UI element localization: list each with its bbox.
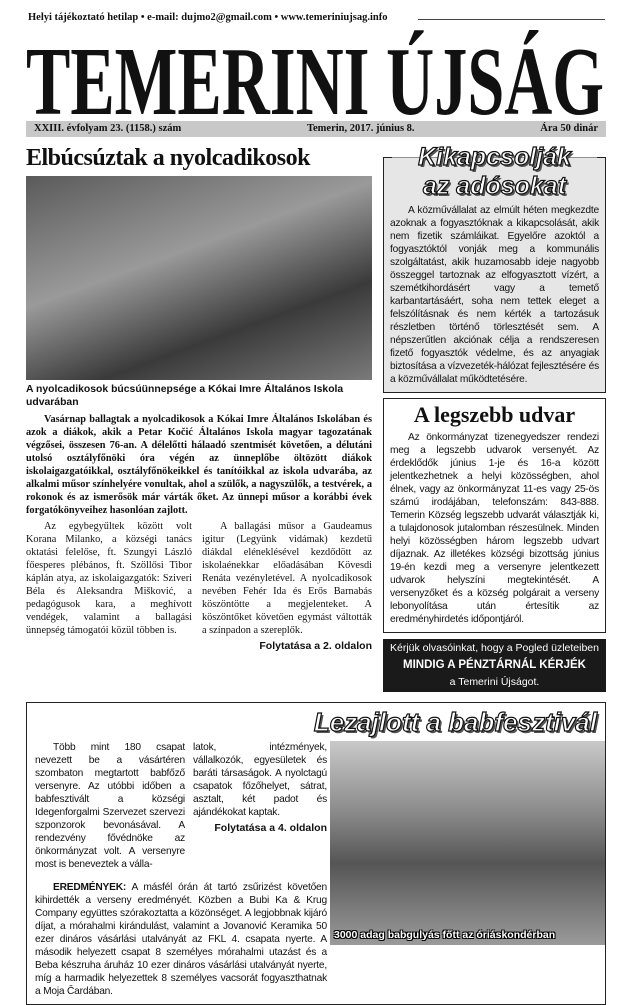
bean-festival-photo <box>330 741 605 945</box>
bean-title: Lezajlott a babfesztivál <box>313 707 597 737</box>
photo-caption: A nyolcadikosok búcsúünnepsége a Kókai Imre Általános Iskola udvarában <box>26 384 344 408</box>
notice-line-2: MINDIG A PÉNZTÁRNÁL KÉRJÉK <box>403 659 586 671</box>
bean-photo-caption: 3000 adag babgulyás főtt az óriáskondérban <box>334 929 556 941</box>
debtors-article <box>383 143 606 393</box>
continued-link[interactable]: Folytatása a 2. oldalon <box>259 640 372 652</box>
results-paragraph <box>35 881 327 998</box>
lead-column-2: A ballagási műsor a Gaudeamus igitur (Legyünk vidámak) kezdetű diákdal eléneklésével kezdődött az iskolaénekkar előadásában Kövesdi Renáta vezényletével. A nyolcadikosok nevében Fehér Ida és Erős Barnabás köszöntötte a megjelenteket. A köszöntőket követően egymást váltották a színpadon a szereplők. <box>202 521 372 636</box>
graduation-photo <box>26 176 372 380</box>
bean-column-2: latok, intézmények, vállalkozók, egyesületek és baráti társaságok. A nyolctagú csapatok főzőhelyet, sátrat, asztalt, két padot és ajándékokat kaptak. <box>193 742 327 818</box>
bean-festival-article <box>26 702 606 1005</box>
lead-article <box>26 143 372 653</box>
masthead-logo <box>24 28 606 120</box>
debtors-title-2: az adósokat <box>422 172 567 200</box>
bean-column-1: Több mint 180 csapat nevezett be a vásártéren szombaton megtartott babfőző versenyre. Az utóbbi időben a babfesztivált a községi Idegenforgalmi Szervezet szervezi szponzorok bevonásával. A rendezvény fővédnöke az önkormányzat volt. A versenyre most is beneveztek a válla- <box>35 742 185 870</box>
yard-body: Az önkormányzat tizenegyedszer rendezi meg a legszebb udvarok versenyét. Az érdeklődők június 1-je és 16-a között jelentkezhetnek a helyi közösségben, ahol élnek, vagy az önkormányzat 11-es vagy 25-ös számú irodájában, telefonszám: 843-888. Temerin Község legszebb udvarát választják ki, a tulajdonosok jutalomban részesülnek. Minden helyi közösségben három legszebb udvart díjaznak. Az illetékes községi bizottság június 19-én kezdi meg a versenyre jelentkezett udvarok helyszíni megtekintését. A versenyzőket és a község polgárait a verseny lebonyolítása után értesítik az eredményhirdetés időpontjáról. <box>390 432 599 625</box>
lead-column-1: Az egybegyűltek között volt Korana Milanko, a községi tanács oktatási felelőse, ft. Szungyi László főesperes plébános, ft. Szöllősi Tibor káplán atya, az iskolaigazgatók: Sziveri Béla és Aleksandra Mišković, a pedagógusok kara, a meghívott vendégek, valamint a ballagási ünnepség támogatói közül többen is. <box>26 521 192 636</box>
debtors-title-1: Kikapcsolják <box>392 144 597 171</box>
issue-info-bar <box>26 121 606 137</box>
page-content <box>26 143 606 1005</box>
yard-article <box>383 398 606 633</box>
yard-title: A legszebb udvar <box>413 402 576 427</box>
masthead: TEMERINI ÚJSÁG <box>26 28 604 120</box>
lead-paragraph: Vasárnap ballagtak a nyolcadikosok a Kókai Imre Általános Iskolában és azok a diákok, akik a Petar Kočić Általános Iskola magyar tagozatának végzősei, összesen 76-an. A délelőtti hálaadó szentmisét követően, a délutáni utolsó osztályfőnöki óra végén az ünneplőbe öltözött diákok iskolaigazgatóikkal, osztályfőnökeikkel és tanítóikkal az iskola udvarába, az alkalmi műsor színhelyére vonultak, ahol a szülők, a nagyszülők, a testvérek, a rokonok és az ismerősök már várták őket. Az ünnepi műsor a korábbi évek forgatókönyveihez hasonlóan zajlott. <box>26 414 372 516</box>
issue-date: Temerin, 2017. június 8. <box>306 123 415 134</box>
results-label: EREDMÉNYEK: <box>53 882 127 893</box>
bean-continued-link[interactable]: Folytatása a 4. oldalon <box>214 822 327 834</box>
notice-line-3: a Temerini Újságot. <box>449 676 540 688</box>
tagline: Helyi tájékoztató hetilap • e-mail: dujmo2@gmail.com • www.temeriniujsag.info <box>28 12 388 23</box>
lead-headline: Elbúcsúztak a nyolcadikosok <box>26 145 310 171</box>
divider <box>418 19 605 20</box>
debtors-body: A közművállalat az elmúlt héten megkezdte azoknak a fogyasztóknak a kikapcsolását, akik nem fizetik számláikat. Egyelőre azoktól a fogyasztóktól vonják meg a kommunális szolgáltatást, akik huzamosabb ideje nagyobb összeggel tartoznak az elfogyasztott vízért, a szemétkihordásért vagy a temető karbantartásáért, soha nem tettek eleget a felszólításnak és nem kérték a tartozásuk részletben történő törlesztését sem. A népszerűtlen akciónak célja a rendszeresen fizető fogyasztók védelme, és az anyagiak biztosítása a vízvezeték-hálózat fejlesztésére és a közművállalat működtetésére. <box>390 205 599 385</box>
notice-box <box>383 639 606 692</box>
issue-number: XXIII. évfolyam 23. (1158.) szám <box>34 123 182 134</box>
price: Ára 50 dinár <box>540 123 598 134</box>
notice-line-1: Kérjük olvasóinkat, hogy a Pogled üzleteiben <box>390 642 599 654</box>
results-text: A másfél órán át tartó zsűrizést követően kihirdették a verseny eredményét. Közben a Bubi Ka & Krug Company együttes szórakoztatta a közönséget. A legjobbnak kijáró díjat, a mórahalmi kirándulást, valamint a Jovanović Keramika 50 ezer dináros vásárlási utalványát az FKL 4. csapata nyerte. A második helyezett csapat 8 személyes mórahalmi utazást és a Beba készruha áruház 10 ezer dináros vásárlási utalványát nyerte, míg a harmadik helyezettek 8 személyes vacsorát fogyaszthatnak a Moja Čardában. <box>35 882 327 997</box>
